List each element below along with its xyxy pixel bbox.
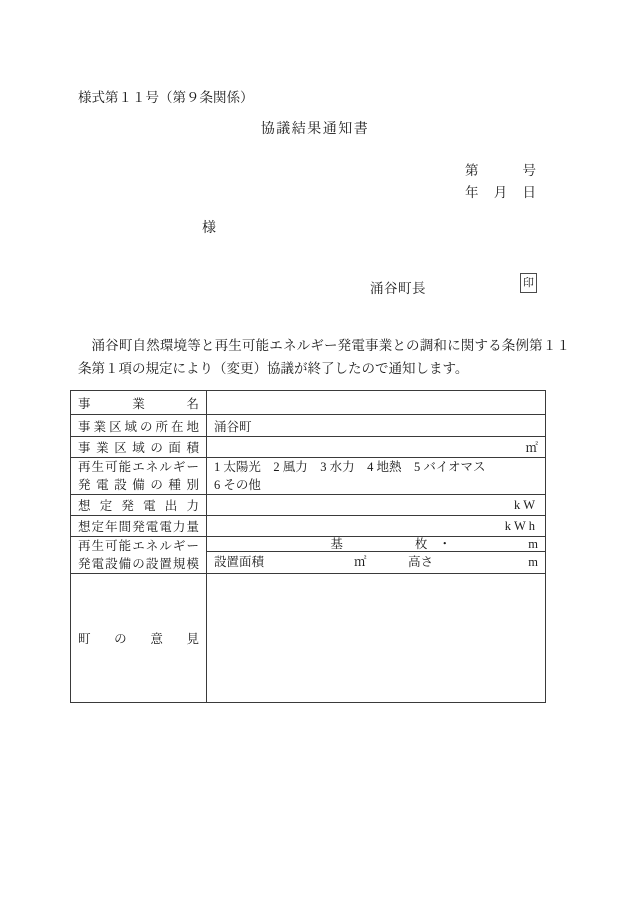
- annual-energy-value: [207, 516, 546, 537]
- scale-height-unit: m: [528, 555, 538, 569]
- date-day-label: 日: [522, 185, 536, 200]
- installation-scale-label-line2: 発電設備の設置規模: [78, 557, 199, 571]
- equipment-type-value: [207, 458, 546, 495]
- doc-number-prefix: 第: [465, 163, 479, 178]
- project-name-label: 事業名: [71, 391, 207, 415]
- table-row-output: [71, 495, 546, 516]
- scale-subrow-area-height: [207, 552, 545, 573]
- scale-unit-mai: 枚: [414, 537, 428, 551]
- area-label: 事業区域の面積: [71, 437, 207, 458]
- project-name-value: [207, 391, 546, 415]
- equipment-type-label: [71, 458, 207, 495]
- date-line: [465, 181, 536, 201]
- output-value: [207, 495, 546, 516]
- doc-number-suffix: 号: [522, 163, 536, 178]
- body-paragraph: 涌谷町自然環境等と再生可能エネルギー発電事業との調和に関する条例第１１条第１項の規定により（変更）協議が終了したので通知します。: [78, 338, 570, 376]
- table-row-annual-energy: [71, 516, 546, 537]
- location-label: 事業区域の所在地: [71, 415, 207, 437]
- scale-area-unit: ㎡: [354, 555, 367, 569]
- document-title: 協議結果通知書: [260, 122, 370, 137]
- scale-area-label: 設置面積: [214, 555, 265, 569]
- scale-middle-dot: ・: [438, 537, 452, 551]
- town-opinion-value: [207, 574, 546, 703]
- installation-scale-label-line1: 再生可能エネルギー: [78, 539, 199, 553]
- installation-scale-label: [71, 537, 207, 574]
- equipment-type-options-line2: 6 その他: [214, 478, 261, 492]
- area-value: [207, 437, 546, 458]
- sender-title: 涌谷町長: [370, 281, 426, 296]
- equipment-type-options-line1: 1 太陽光 2 風力 3 水力 4 地熱 5 バイオマス: [214, 460, 486, 474]
- equipment-type-label-line1: 再生可能エネルギー: [78, 460, 199, 474]
- table-row-town-opinion: [71, 574, 546, 703]
- table-row-installation-scale: [71, 537, 546, 574]
- addressee-honorific: 様: [202, 221, 216, 236]
- town-opinion-label: 町の意見: [71, 574, 207, 703]
- output-unit: kW: [513, 497, 538, 512]
- scale-unit-base: 基: [330, 537, 343, 551]
- table-row-area: [71, 437, 546, 458]
- scale-height-label: 高さ: [408, 555, 434, 569]
- table-row-project-name: [71, 391, 546, 415]
- table-row-equipment-type: [71, 458, 546, 495]
- document-number-line: [465, 159, 536, 179]
- notification-table: [70, 390, 546, 703]
- date-year-label: 年: [465, 185, 479, 200]
- date-month-label: 月: [493, 185, 508, 200]
- table-row-location: [71, 415, 546, 437]
- output-label: 想定発電出力: [71, 495, 207, 516]
- scale-subrow-units: [207, 537, 545, 552]
- location-value: 涌谷町: [207, 415, 546, 437]
- scale-unit-m: m: [528, 537, 538, 551]
- form-number: 様式第１１号（第９条関係）: [78, 90, 254, 105]
- seal-placeholder: 印: [520, 273, 537, 293]
- equipment-type-label-line2: 発電設備の種別: [78, 478, 199, 492]
- area-unit: ㎡: [525, 441, 538, 455]
- annual-energy-label: 想定年間発電電力量: [71, 516, 207, 537]
- annual-energy-unit: kWh: [504, 518, 538, 533]
- installation-scale-value: [207, 537, 546, 574]
